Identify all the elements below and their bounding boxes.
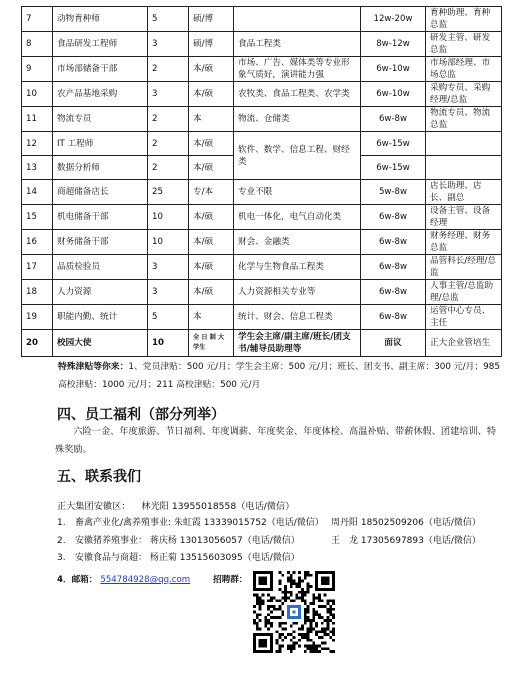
row-number: 9 — [22, 57, 53, 82]
row-number: 12 — [22, 132, 53, 156]
salary: 6w-8w — [361, 205, 426, 230]
education: 本/硕 — [189, 280, 234, 305]
position-name: 职能内勤、统计 — [53, 305, 148, 330]
major-requirement: 财会、金融类 — [234, 230, 361, 255]
position-name: 市场部储备干部 — [53, 57, 148, 82]
welfare-text: 六险一金、年度旅游、节日福利、年度调薪、年度奖金、年度体检、高温补贴、带薪休假、团建培训、特殊奖励。 — [55, 426, 497, 455]
headcount: 3 — [148, 255, 189, 280]
position-name: 食品研发工程师 — [53, 32, 148, 57]
salary: 6w-15w — [361, 132, 426, 156]
contact-index: 3. — [57, 553, 66, 563]
position-name: 校园大使 — [53, 330, 148, 357]
subsidy-detail: 1、党员津贴：500 元/月；学生会主席：500 元/月；班长、团支书、副主席：300 元/月；985 高校津贴：1000 元/月；211 高校津贴：500 元/月 — [58, 362, 500, 390]
education: 本/硕 — [189, 156, 234, 180]
contact-list — [57, 515, 481, 568]
table-row — [22, 305, 502, 330]
headcount: 2 — [148, 156, 189, 180]
education: 本 — [189, 305, 234, 330]
headcount: 10 — [148, 230, 189, 255]
row-number: 7 — [22, 7, 53, 32]
education: 全 日 制 大学生 — [189, 330, 234, 357]
career-path: 育种助理、育种总监 — [426, 7, 502, 32]
career-path: 运管中心专员、主任 — [426, 305, 502, 330]
position-name: 物流专员 — [53, 107, 148, 132]
position-name: 商超储备店长 — [53, 180, 148, 205]
salary: 8w-12w — [361, 32, 426, 57]
contact-index: 1. — [57, 518, 66, 528]
contact-index: 2. — [57, 535, 66, 546]
education: 专/本 — [189, 180, 234, 205]
headcount: 3 — [148, 82, 189, 107]
table-row — [22, 32, 502, 57]
education: 本/硕 — [189, 230, 234, 255]
major-requirement: 软件、数学、信息工程、财经类 — [234, 132, 361, 180]
salary: 6w-8w — [361, 230, 426, 255]
row-number: 8 — [22, 32, 53, 57]
qr-code-image — [253, 571, 335, 653]
education: 本/硕 — [189, 255, 234, 280]
contact-item — [57, 515, 481, 533]
contact-primary: 畜禽产业化/禽养殖事业: 朱虹霞 13339015752（电话/微信） — [75, 518, 324, 528]
table-row — [22, 230, 502, 255]
table-row — [22, 82, 502, 107]
salary: 6w-10w — [361, 82, 426, 107]
table-row — [22, 255, 502, 280]
contact-secondary: 周丹阳 18502509206（电话/微信） — [331, 518, 481, 528]
email-label: 4．邮箱： — [57, 575, 98, 585]
career-path: 设备主管、设备经理 — [426, 205, 502, 230]
career-path: 采购专员、采购经理/总监 — [426, 82, 502, 107]
salary: 6w-10w — [361, 57, 426, 82]
career-path: 财务经理、财务总监 — [426, 230, 502, 255]
major-requirement: 专业不限 — [234, 180, 361, 205]
headcount: 2 — [148, 107, 189, 132]
major-requirement: 市场、广告、媒体类等专业形象气质好，演讲能力强 — [234, 57, 361, 82]
contact-region-value: 林光阳 13955018558（电话/微信） — [141, 501, 295, 512]
position-name: 数据分析师 — [53, 156, 148, 180]
career-path: 人事主管/总监助理/总监 — [426, 280, 502, 305]
table-row — [22, 205, 502, 230]
major-requirement: 农牧类、食品工程类、农学类 — [234, 82, 361, 107]
headcount: 3 — [148, 280, 189, 305]
row-number: 13 — [22, 156, 53, 180]
position-name: 财务储备干部 — [53, 230, 148, 255]
salary: 面议 — [361, 330, 426, 357]
contact-primary: 安徽食品与商超： 杨正菊 13515603095（电话/微信） — [75, 553, 300, 563]
contact-heading: 五、联系我们 — [57, 469, 141, 485]
headcount: 10 — [148, 205, 189, 230]
table-row — [22, 132, 502, 156]
major-requirement: 化学与生物食品工程类 — [234, 255, 361, 280]
table-row — [22, 7, 502, 32]
table-row — [22, 280, 502, 305]
education: 硕/博 — [189, 7, 234, 32]
major-requirement: 人力资源相关专业等 — [234, 280, 361, 305]
row-number: 18 — [22, 280, 53, 305]
row-number: 10 — [22, 82, 53, 107]
contact-item — [57, 533, 481, 551]
table-row — [22, 180, 502, 205]
welfare-heading: 四、员工福利（部分列举） — [57, 407, 225, 423]
email-link[interactable]: 554784928@qq.com — [100, 575, 191, 585]
headcount: 2 — [148, 57, 189, 82]
salary: 12w-20w — [361, 7, 426, 32]
major-requirement: 学生会主席/副主席/班长/团支书/辅导员助理等 — [234, 330, 361, 357]
major-requirement: 统计、财会、信息工程类 — [234, 305, 361, 330]
salary: 6w-8w — [361, 280, 426, 305]
major-requirement: 物流、仓储类 — [234, 107, 361, 132]
row-number: 20 — [22, 330, 53, 357]
career-path: 品管科长/经理/总监 — [426, 255, 502, 280]
career-path: 正大企业管培生 — [426, 330, 502, 357]
education: 本/硕 — [189, 205, 234, 230]
position-name: IT 工程师 — [53, 132, 148, 156]
row-number: 16 — [22, 230, 53, 255]
contact-region-label: 正大集团安徽区： — [57, 501, 131, 512]
row-number: 19 — [22, 305, 53, 330]
qr-label: 招聘群： — [213, 575, 248, 585]
headcount: 25 — [148, 180, 189, 205]
table-row — [22, 57, 502, 82]
position-name: 动物育种师 — [53, 7, 148, 32]
career-path — [426, 156, 502, 180]
education: 本/硕 — [189, 132, 234, 156]
email-line — [57, 573, 190, 585]
salary: 6w-8w — [361, 255, 426, 280]
headcount: 5 — [148, 305, 189, 330]
position-name: 机电储备干部 — [53, 205, 148, 230]
position-name: 人力资源 — [53, 280, 148, 305]
salary: 5w-8w — [361, 180, 426, 205]
salary: 6w-8w — [361, 107, 426, 132]
table-row — [22, 107, 502, 132]
subsidy-label: 特殊津贴等你来： — [58, 362, 129, 372]
position-name: 农产品基地采购 — [53, 82, 148, 107]
table-row — [22, 330, 502, 357]
salary: 6w-8w — [361, 305, 426, 330]
headcount: 3 — [148, 32, 189, 57]
position-name: 品质检验员 — [53, 255, 148, 280]
contact-primary: 安徽猪养殖事业： 蒋庆杨 13013056057（电话/微信） — [75, 535, 300, 546]
career-path: 物流专员、物流总监 — [426, 107, 502, 132]
major-requirement — [234, 7, 361, 32]
row-number: 14 — [22, 180, 53, 205]
education: 本 — [189, 107, 234, 132]
special-subsidy-text — [58, 358, 510, 394]
major-requirement: 机电一体化，电气自动化类 — [234, 205, 361, 230]
career-path — [426, 132, 502, 156]
major-requirement: 食品工程类 — [234, 32, 361, 57]
education: 本/硕 — [189, 82, 234, 107]
row-number: 11 — [22, 107, 53, 132]
education: 硕/博 — [189, 32, 234, 57]
career-path: 市场部经理、市场总监 — [426, 57, 502, 82]
contact-region — [57, 498, 294, 512]
headcount: 2 — [148, 132, 189, 156]
education: 本/硕 — [189, 57, 234, 82]
salary: 6w-15w — [361, 156, 426, 180]
career-path: 店长助理、店长、副总 — [426, 180, 502, 205]
recruitment-table — [21, 6, 502, 357]
headcount: 10 — [148, 330, 189, 357]
row-number: 15 — [22, 205, 53, 230]
career-path: 研发主管、研发总监 — [426, 32, 502, 57]
headcount: 5 — [148, 7, 189, 32]
contact-item — [57, 550, 481, 568]
row-number: 17 — [22, 255, 53, 280]
contact-secondary: 王 龙 17305697893（电话/微信） — [331, 535, 481, 546]
